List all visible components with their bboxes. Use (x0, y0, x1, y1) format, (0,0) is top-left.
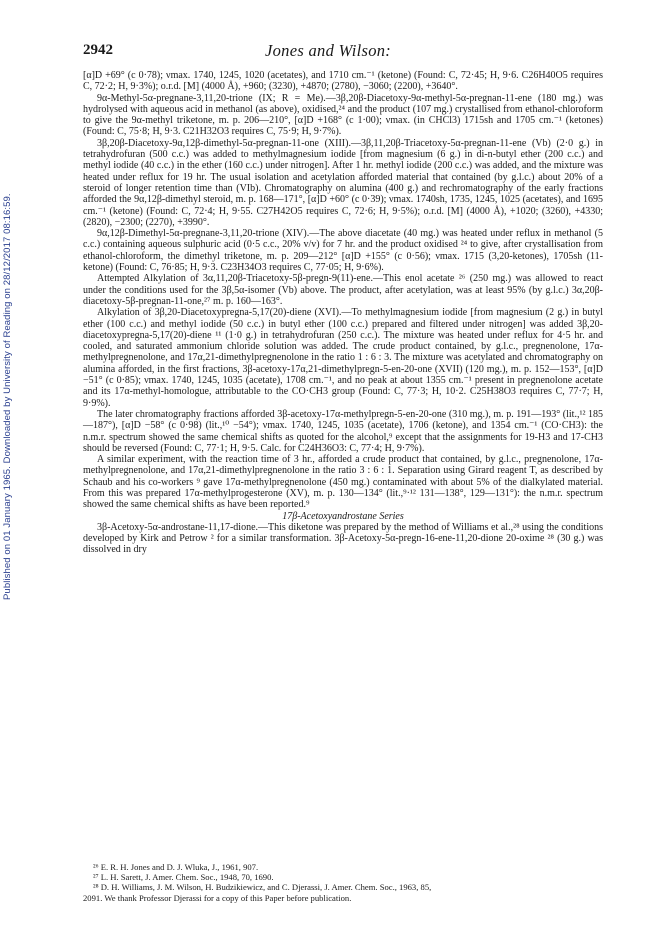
paragraph: A similar experiment, with the reaction time of 3 hr., afforded a crude product that contained, by g.l.c., pregnenolone, 17α-methylpregnenolone, and 17α,21-dimethylpregnenolone in the ratio 3 : 6 : 1. Separation using Girard reagent T, as described by Schaub and his co-workers ⁹ gave 17α-methylpregnenolone (450 mg.) contaminated with about 5% of the dialkylated material. From this was prepared 17α-methylprogesterone (XV), m. p. 130—134° (lit.,⁹·¹² 131—138°, 129—131°): the n.m.r. spectrum showed the same chemical shifts as have been reported.⁹ (83, 454, 603, 511)
footnote: ²⁸ D. H. Williams, J. M. Wilson, H. Budzikiewicz, and C. Djerassi, J. Amer. Chem. Soc., 1963, 85, (93, 882, 432, 893)
footnote: ²⁷ L. H. Sarett, J. Amer. Chem. Soc., 1948, 70, 1690. (93, 872, 274, 883)
page-number: 2942 (83, 42, 113, 58)
article-body (83, 70, 603, 556)
paragraph: 3β,20β-Diacetoxy-9α,12β-dimethyl-5α-pregnan-11-one (XIII).—3β,11,20β-Triacetoxy-5α-pregnan-11-ene (Vb) (2·0 g.) in tetrahydrofuran (500 c.c.) was added to methylmagnesium iodide [from magnesium (6 g.) in di-n-butyl ether (200 c.c.) and methyl iodide (40 c.c.) in the ether (160 c.c.) under nitrogen]. After 1 hr. methyl iodide (200 c.c.) was added, and the mixture was heated under reflux for 19 hr. The usual isolation and acetylation afforded material that contained (by g.l.c.) about 20% of a steroid of longer retention time than (VIb). Chromatography on alumina (400 g.) and rechromatography of the early fractions afforded the 9α,12β-dimethyl steroid, m. p. 168—171°, [α]D +60° (c 0·39); νmax. 1740sh, 1735, 1245, 1025 (acetates), and 1695 cm.⁻¹ (ketone) (Found: C, 72·4; H, 9·55. C27H42O5 requires C, 72·6; H, 9·5%); o.r.d. [M] (4000 Å), +1020; (3260), +4330; (2820), −2300; (2270), +3990°. (83, 137, 603, 228)
section-heading: 17β-Acetoxyandrostane Series (282, 510, 404, 522)
footnote-continuation: 2091. We thank Professor Djerassi for a copy of this Paper before publication. (83, 892, 352, 903)
provenance-text: Published on 01 January 1965. Downloaded by University of Reading on 28/12/2017 08:16:59. (2, 193, 13, 600)
page-header (83, 42, 603, 66)
footnote: ²⁶ E. R. H. Jones and D. J. Wluka, J., 1961, 907. (93, 862, 259, 872)
paragraph: 9α,12β-Dimethyl-5α-pregnane-3,11,20-trione (XIV).—The above diacetate (40 mg.) was heated under reflux in methanol (5 c.c.) containing aqueous sulphuric acid (0·5 c.c., 20% v/v) for 7 hr. and the product oxidised ²⁴ to give, after crystallisation from ethanol-chloroform, the dimethyl triketone, m. p. 209—212° [α]D +155° (c 0·56); νmax. 1715 (3,20-ketones), 1705sh (11-ketone) (Found: C, 76·85; H, 9·3. C23H34O3 requires C, 77·05; H, 9·6%). (83, 228, 603, 274)
paragraph: Attempted Alkylation of 3α,11,20β-Triacetoxy-5β-pregn-9(11)-ene.—This enol acetate ²⁶ (250 mg.) was allowed to react under the conditions used for the 3β,5α-isomer (Vb) above. The product, after acetylation, was at least 95% (by g.l.c.) 3α,20β-diacetoxy-5β-pregnan-11-one,²⁷ m. p. 160—163°. (83, 273, 603, 307)
paragraph: The later chromatography fractions afforded 3β-acetoxy-17α-methylpregn-5-en-20-one (310 mg.), m. p. 191—193° (lit.,¹² 185—187°), [α]D −58° (c 0·98) (lit.,¹⁰ −54°); νmax. 1740, 1245, 1035 (acetate), 1706 (ketone), and 1354 cm.⁻¹ (CO·CH3): the n.m.r. spectrum showed the same chemical shifts as quoted for the alcohol,⁹ except that the assignments for 19-H3 and 17-CH3 should be reversed (Found: C, 77·1; H, 9·5. Calc. for C24H36O3: C, 77·4; H, 9·7%). (83, 408, 603, 454)
provenance-sidebar (2, 0, 22, 936)
running-title: Jones and Wilson: (265, 41, 392, 60)
paragraph: Alkylation of 3β,20-Diacetoxypregna-5,17(20)-diene (XVI).—To methylmagnesium iodide [from magnesium (2 g.) in butyl ether (100 c.c.) and methyl iodide (50 c.c.) in butyl ether (100 c.c.) prepared and filtered under nitrogen] was added 3β,20-diacetoxypregna-5,17(20)-diene ¹¹ (1·0 g.) in tetrahydrofuran (250 c.c.). The mixture was heated under reflux for 4·5 hr. and cooled, and saturated ammonium chloride solution was added. The crude product contained, by g.l.c., pregnenolone, 17α-methylpregnenolone, and 17α,21-dimethylpregnenolone in the ratio 1 : 6 : 3. The mixture was acetylated and chromatography on alumina afforded, in the first fractions, 3β-acetoxy-17α,21-dimethylpregn-5-en-20-one (XVII) (120 mg.), m. p. 152—153°, [α]D −51° (c 0·85); νmax. 1740, 1245, 1035 (acetate), 1708 cm.⁻¹, and no peak at about 1355 cm.⁻¹ present in pregnenolone acetate and its 17α-methyl-homologue, attributable to the CO·CH3 group (Found: C, 77·3; H, 10·2. C25H38O3 requires C, 77·7; H, 9·9%). (83, 307, 603, 409)
paragraph: 3β-Acetoxy-5α-androstane-11,17-dione.—This diketone was prepared by the method of Williams et al.,²⁸ using the conditions developed by Kirk and Petrow ² for a similar transformation. 3β-Acetoxy-5α-pregn-16-ene-11,20-dione 20-oxime ²⁸ (30 g.) was dissolved in dry (83, 521, 603, 556)
paragraph: [α]D +69° (c 0·78); νmax. 1740, 1245, 1020 (acetates), and 1710 cm.⁻¹ (ketone) (Found: C, 72·45; H, 9·6. C26H40O5 requires C, 72·2; H, 9·3%); o.r.d. [M] (4000 Å), +960; (3230), +4870; (2780), −3060; (2200), +3640°. (83, 70, 603, 93)
footnotes (83, 862, 603, 903)
paragraph: 9α-Methyl-5α-pregnane-3,11,20-trione (IX; R = Me).—3β,20β-Diacetoxy-9α-methyl-5α-pregnan-11-ene (180 mg.) was hydrolysed with aqueous acid in methanol (as above), oxidised,²⁴ and the product (107 mg.) crystallised from ethanol-chloroform to give the 9α-methyl triketone, m. p. 206—210°, [α]D +168° (c 1·00); νmax. (in CHCl3) 1715sh and 1705 cm.⁻¹ (ketones) (Found: C, 75·8; H, 9·3. C21H32O3 requires C, 75·9; H, 9·7%). (83, 92, 603, 138)
